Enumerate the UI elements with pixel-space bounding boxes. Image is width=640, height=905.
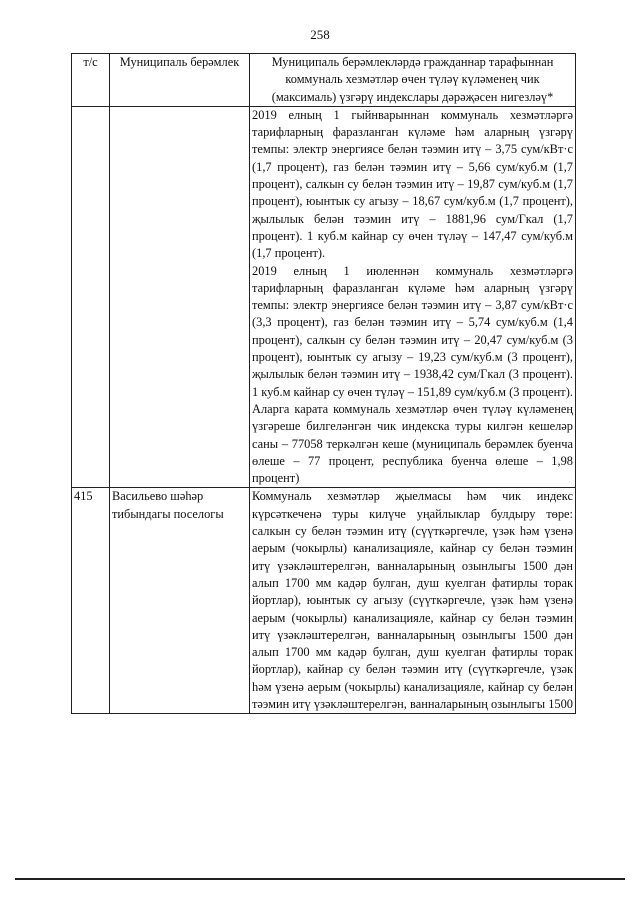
header-justification: Муниципаль берәмлекләрдә гражданнар тарафыннан коммуналь хезмәтләр өчен түләү күләменең чик (максималь) үзгәрү индекслары дәрәҗәсен нигезләү* [250, 54, 576, 107]
row-num: 415 [72, 488, 110, 714]
paragraph: 2019 елның 1 июленнән коммуналь хезмәтләргә тарифларның фаразланган күләме һәм аларның үзгәрү темпы: электр энергиясе белән тәэмин итү – 3,87 сум/кВт·с (3,3 процент), газ белән тәэмин итү – 5,74 сум/куб.м (1,4 процент), салкын су белән тәэмин итү – 20,47 сум/куб.м (3 процент), юынтык су агызу – 19,23 сум/куб.м (3 процент), җылылык белән тәэмин итү – 1938,42 сум/Гкал (3 процент). 1 куб.м кайнар су өчен түләү – 151,89 сум/куб.м (3 процент). [252, 263, 573, 399]
indices-table [71, 53, 576, 714]
row-justification [250, 488, 576, 714]
header-num: т/с [72, 54, 110, 107]
paragraph: Аларга карата коммуналь хезмәтләр өчен түләү күләменең үзгәреше билгеләнгән чик индекска туры килгән кешеләр саны – 77058 теркәлгән кеше (муниципаль берәмлек буенча өлеше – 77 процент, республика буенча өлеше – 1,98 процент) [252, 401, 573, 486]
row-justification [250, 106, 576, 488]
paragraph: 2019 елның 1 гыйнварыннан коммуналь хезмәтләргә тарифларның фаразланган күләме һәм аларның үзгәрү темпы: электр энергиясе белән тәэмин итү – 3,75 сум/кВт·с (1,7 процент), газ белән тәэмин итү – 5,66 сум/куб.м (1,7 процент), салкын су белән тәэмин итү – 19,87 сум/куб.м (1,7 процент), юынтык су агызу – 18,67 сум/куб.м (1,7 процент), җылылык белән тәэмин итү – 1881,96 сум/Гкал (1,7 процент). 1 куб.м кайнар су өчен түләү – 147,47 сум/куб.м (1,7 процент). [252, 107, 573, 261]
table-header-row [72, 54, 576, 107]
table-row [72, 488, 576, 714]
row-municipality [110, 106, 250, 488]
page-number: 258 [310, 27, 330, 42]
row-municipality: Васильево шәһәр тибындагы поселогы [110, 488, 250, 714]
header-municipality: Муниципаль берәмлек [110, 54, 250, 107]
paragraph: Коммуналь хезмәтләр җыелмасы һәм чик индекс күрсәткеченә туры килүче уңайлыклар булдыру төре: салкын су белән тәэмин итү (сүүткәргечле, үзәк һәм үзенә аерым (чокырлы) канализацияле, кайнар су белән тәэмин итү үзәкләштерелгән, ванналарының озынлыгы 1500 дән алып 1700 мм кадәр булган, душ куелган фатирлы торак йортлар), юынтык су агызу (сүүткәргечле, үзәк һәм үзенә аерым (чокырлы) канализацияле, кайнар су белән тәэмин итү үзәкләштерелгән, ванналарының озынлыгы 1500 дән алып 1700 мм кадәр булган, душ куелган фатирлы торак йортлар), кайнар су белән тәэмин итү (сүүткәргечле, үзәк һәм үзенә аерым (чокырлы) канализацияле, кайнар су белән тәэмин итү үзәкләштерелгән, ванналарының озынлыгы 1500 [252, 489, 573, 711]
table-row [72, 106, 576, 488]
bottom-rule [15, 878, 625, 880]
row-num [72, 106, 110, 488]
